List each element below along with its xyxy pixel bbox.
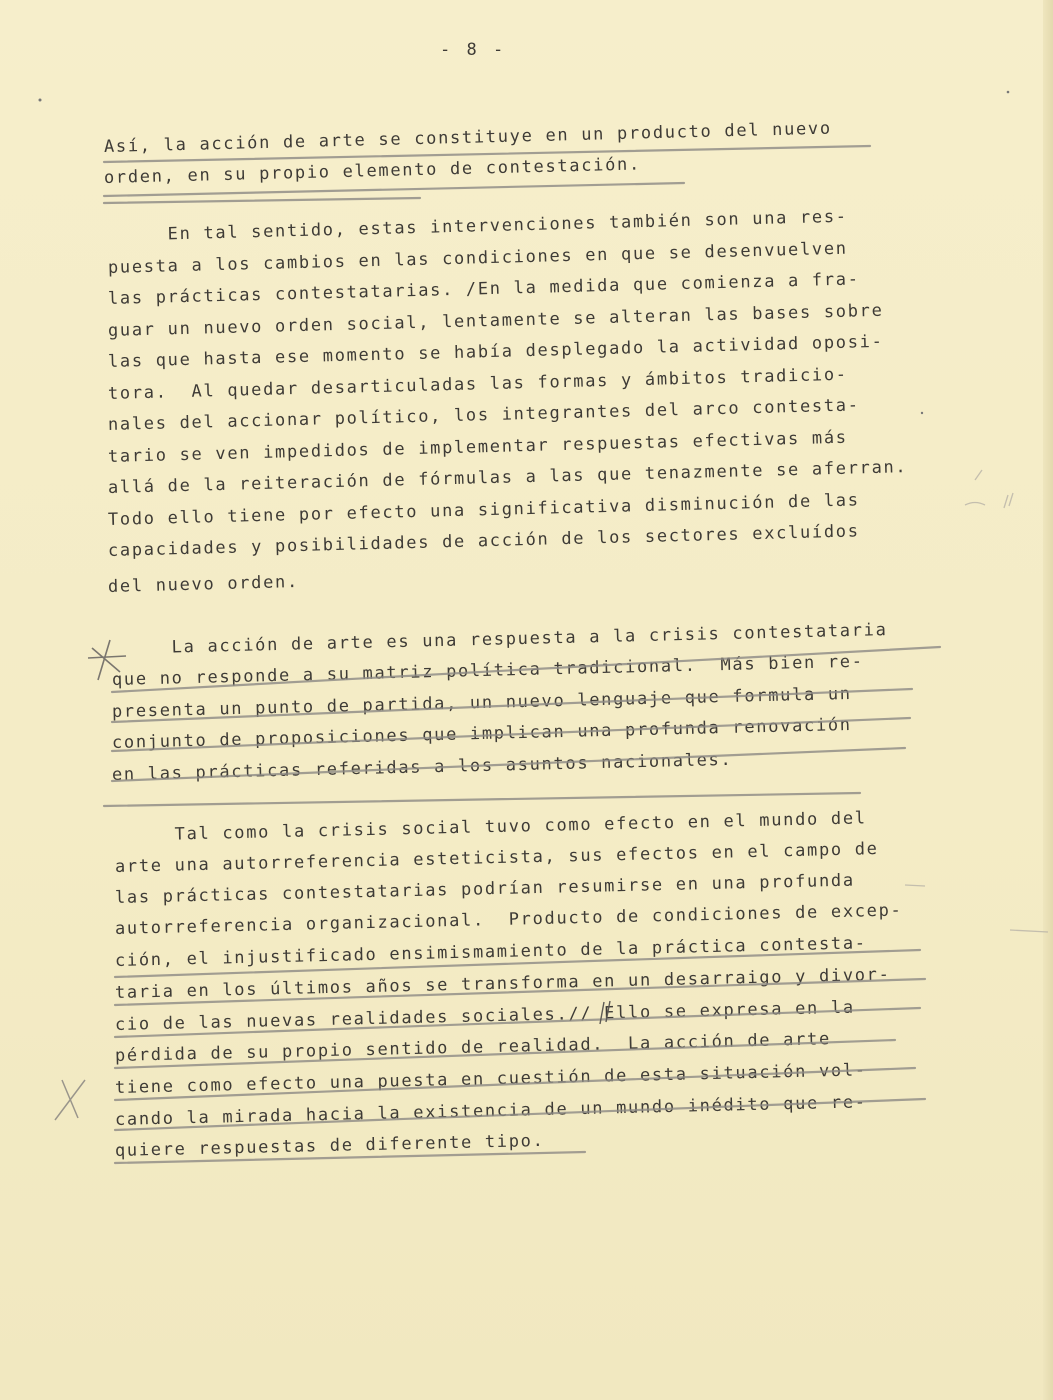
pencil-underline xyxy=(112,748,905,781)
slash-mark xyxy=(600,1002,604,1024)
pencil-underline xyxy=(112,718,910,751)
text-line: nales del accionar político, los integrantes del arco contesta- xyxy=(107,395,860,435)
text-line: presenta un punto de partida, un nuevo lenguaje que formula un xyxy=(111,683,852,722)
text-line: tario se ven impedidos de implementar respuestas efectivas más xyxy=(107,427,848,467)
pencil-underline xyxy=(104,146,870,162)
text-line: del nuevo orden. xyxy=(107,572,300,597)
text-line: las prácticas contestatarias podrían resumirse en una profunda xyxy=(114,870,855,908)
pencil-underline xyxy=(104,183,684,196)
pencil-underline xyxy=(104,198,420,203)
text-line: orden, en su propio elemento de contestación. xyxy=(103,154,642,188)
margin-mark xyxy=(1010,930,1048,932)
text-line: taria en los últimos años se transforma en un desarraigo y divor- xyxy=(114,964,891,1003)
text-line: las prácticas contestatarias. /En la medida que comienza a fra- xyxy=(107,269,860,309)
dot-mark xyxy=(921,412,923,414)
pencil-underline xyxy=(104,793,860,806)
margin-mark xyxy=(905,885,925,886)
pencil-underline xyxy=(115,979,925,1005)
pencil-underline xyxy=(112,647,940,692)
text-line: quiere respuestas de diferente tipo. xyxy=(114,1130,545,1161)
asterisk-mark xyxy=(88,640,126,680)
text-line: cando la mirada hacia la existencia de un mundo inédito que re- xyxy=(114,1092,867,1130)
text-line: autorreferencia organizacional. Producto de condiciones de excep- xyxy=(114,900,903,939)
text-line: puesta a los cambios en las condiciones en que se desenvuelven xyxy=(107,238,848,278)
text-line: La acción de arte es una respuesta a la crisis contestataria xyxy=(111,620,888,659)
margin-mark xyxy=(1004,495,1008,508)
text-line: pérdida de su propio sentido de realidad. La acción de arte xyxy=(114,1029,832,1066)
pencil-underline xyxy=(115,1068,915,1100)
dot-mark xyxy=(1007,91,1010,94)
pencil-underline xyxy=(115,1008,920,1037)
pencil-underline xyxy=(115,1152,585,1163)
text-line: Así, la acción de arte se constituye en un producto del nuevo xyxy=(103,118,833,157)
pencil-underline xyxy=(112,689,912,722)
text-line: conjunto de proposiciones que implican una profunda renovación xyxy=(111,714,852,753)
pencil-underline xyxy=(115,1040,895,1068)
x-mark xyxy=(55,1080,85,1120)
page-number: - 8 - xyxy=(440,40,507,60)
text-line: arte una autorreferencia esteticista, sus efectos en el campo de xyxy=(114,839,879,877)
text-line: ción, el injustificado ensimismamiento de la práctica contesta- xyxy=(114,933,867,971)
text-line: tora. Al quedar desarticuladas las formas y ámbitos tradicio- xyxy=(107,364,848,404)
text-line: Todo ello tiene por efecto una significativa disminución de las xyxy=(107,490,860,530)
text-line: En tal sentido, estas intervenciones también son una res- xyxy=(107,206,848,246)
margin-mark xyxy=(1009,493,1013,506)
dot-mark xyxy=(39,99,42,102)
text-line: que no responde a su matriz política tradicional. Más bien re- xyxy=(111,651,864,690)
text-line: cio de las nuevas realidades sociales.// Ello se expresa en la xyxy=(114,997,855,1035)
text-line: Tal como la crisis social tuvo como efecto en el mundo del xyxy=(114,808,867,846)
margin-mark xyxy=(975,470,982,480)
text-line: capacidades y posibilidades de acción de los sectores excluídos xyxy=(107,521,860,561)
margin-mark xyxy=(965,503,985,506)
text-line: las que hasta ese momento se había desplegado la actividad oposi- xyxy=(107,331,884,372)
text-line: guar un nuevo orden social, lentamente se alteran las bases sobre xyxy=(107,300,884,341)
text-line: en las prácticas referidas a los asuntos nacionales. xyxy=(111,749,733,785)
text-line: allá de la reiteración de fórmulas a las que tenazmente se aferran. xyxy=(107,457,908,498)
pencil-underline xyxy=(115,1099,925,1130)
pencil-underline xyxy=(115,950,920,977)
text-line: tiene como efecto una puesta en cuestión de esta situación vol- xyxy=(114,1060,867,1098)
